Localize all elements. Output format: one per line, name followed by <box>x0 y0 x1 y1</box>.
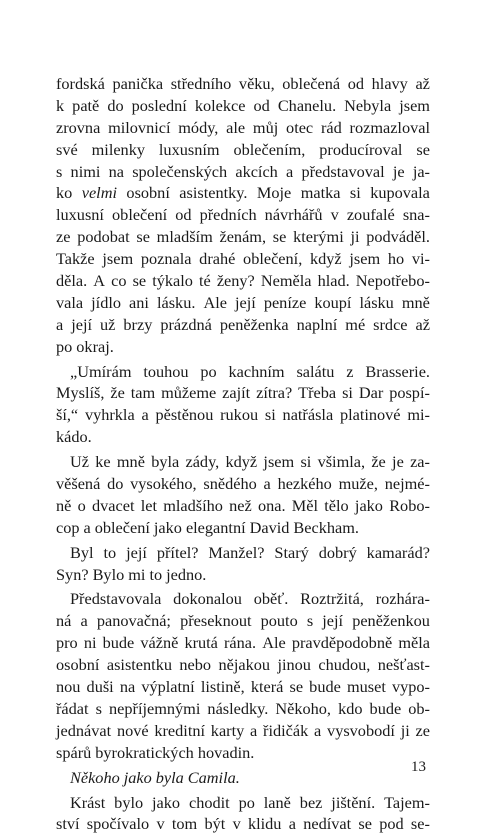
text-line: ko velmi osobní asistentky. Moje matka si kupovala <box>56 183 430 203</box>
page-number: 13 <box>411 759 426 775</box>
text-line: ná a panovačná; přeseknout pouto s její peněženkou <box>56 611 430 631</box>
text-line: pro ni bude vážně krutá rána. Ale pravděpodobně měla <box>56 633 430 653</box>
text-line: řádat s nepříjemnými následky. Někoho, kdo bude ob- <box>56 698 430 718</box>
text-line: ství spočívalo v tom být v klidu a nedívat se pod se- <box>56 814 430 834</box>
text-line: nou duši na výplatní listině, která se bude muset vypo- <box>56 677 430 697</box>
text-line: vala jídlo ani lásku. Ale její peníze koupí lásku mně <box>56 292 430 312</box>
text-line: zrovna milovnicí módy, ale můj otec rád rozmazloval <box>56 117 430 137</box>
text-line: cop a oblečení jako elegantní David Beckham. <box>56 517 359 537</box>
text-line: Krást bylo jako chodit po laně bez jištění. Tajem- <box>70 792 430 812</box>
text-line: Už ke mně byla zády, když jsem si všimla, že je za- <box>70 452 430 472</box>
book-page-text <box>56 73 430 835</box>
text-line: k patě do poslední kolekce od Chanelu. Nebyla jsem <box>56 95 430 115</box>
text-line: fordská panička středního věku, oblečená od hlavy až <box>56 74 430 93</box>
text-line: luxusní oblečení od předních návrhářů v zoufalé sna- <box>56 205 430 225</box>
text-line: ší,“ vyhrkla a pěstěnou rukou si natřásla platinové mi- <box>56 405 430 425</box>
text-line: kádo. <box>56 427 92 447</box>
text-line: Takže jsem poznala drahé oblečení, když jsem ho vi- <box>56 249 430 269</box>
text-line: po okraj. <box>56 336 114 356</box>
text-line: Někoho jako byla Camila. <box>70 767 240 787</box>
text-line: „Umírám touhou po kachním salátu z Brasserie. <box>70 361 430 381</box>
text-line: Byl to její přítel? Manžel? Starý dobrý kamarád? <box>70 542 430 562</box>
text-line: věšená do vysokého, snědého a hezkého muže, nejmé- <box>56 474 430 494</box>
text-line: své milenky luxusním oblečením, producíroval se <box>56 139 430 159</box>
text-line: ze podobat se mladším ženám, se kterými ji podváděl. <box>56 227 430 247</box>
text-line: a její už brzy prázdná peněženka naplní mé srdce až <box>56 314 430 334</box>
text-line: Představovala dokonalou oběť. Roztržitá, rozhára- <box>70 589 430 609</box>
text-line: s nimi na společenských akcích a představoval je ja- <box>56 161 430 181</box>
text-line: Syn? Bylo mi to jedno. <box>56 564 207 584</box>
text-line: děla. A co se týkalo té ženy? Neměla hlad. Nepotřebo- <box>56 271 430 291</box>
text-line: Myslíš, že tam můžeme zajít zítra? Třeba si Dar pospí- <box>56 383 430 403</box>
text-line: jednávat nové kreditní karty a řidičák a vysvobodí ji ze <box>56 720 430 740</box>
text-line: ně o dvacet let mladšího než ona. Měl tělo jako Robo- <box>56 495 430 515</box>
text-line: osobní asistentku nebo nějakou jinou chudou, nešťast- <box>56 655 430 675</box>
text-line: spárů byrokratických hovadin. <box>56 742 255 762</box>
